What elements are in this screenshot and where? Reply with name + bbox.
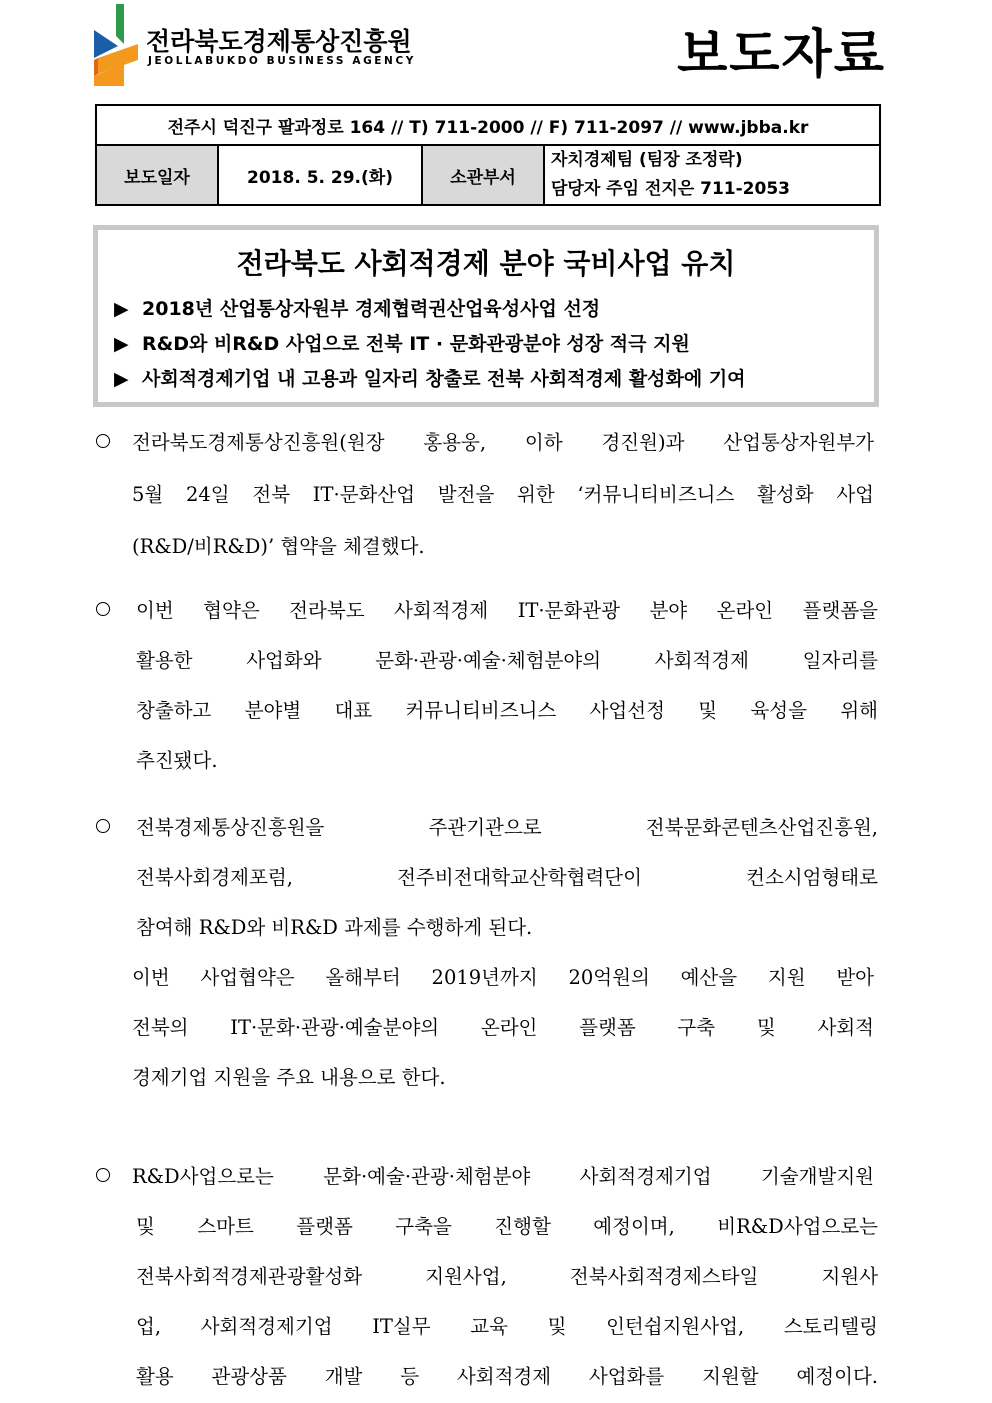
paragraph-line: 및 스마트 플랫폼 구축을 진행할 예정이며, 비R&D사업으로는 <box>136 1215 878 1238</box>
paragraph-line: 전북의 IT·문화·관광·예술분야의 온라인 플랫폼 구축 및 사회적 <box>132 1016 874 1039</box>
address-contact-line: 전주시 덕진구 팔과정로 164 // T) 711-2000 // F) 711-2097 // www.jbba.kr <box>96 105 880 145</box>
department-team: 자치경제팀 (팀장 조정락) <box>551 150 743 170</box>
release-date-value: 2018. 5. 29.(화) <box>218 145 422 205</box>
document-type-title: 보도자료 <box>677 25 886 85</box>
paragraph-line: 추진됐다. <box>136 749 218 772</box>
headline-title: 전라북도 사회적경제 분야 국비사업 유치 <box>236 247 736 280</box>
sub-headline-2: ▶ R&D와 비R&D 사업으로 전북 IT · 문화관광분야 성장 적극 지원 <box>114 333 690 355</box>
department-value <box>544 145 880 205</box>
paragraph-line: 활용한 사업화와 문화·관광·예술·체험분야의 사회적경제 일자리를 <box>136 649 878 672</box>
triangle-bullet-icon: ▶ <box>114 333 129 355</box>
circle-bullet-icon <box>96 434 110 448</box>
paragraph-line: 참여해 R&D와 비R&D 과제를 수행하게 된다. <box>136 916 533 939</box>
circle-bullet-icon <box>96 819 110 833</box>
paragraph-line: 전북사회적경제관광활성화 지원사업, 전북사회적경제스타일 지원사 <box>136 1265 878 1288</box>
department-label: 소관부서 <box>422 145 544 205</box>
paragraph-line: 창출하고 분야별 대표 커뮤니티비즈니스 사업선정 및 육성을 위해 <box>136 699 878 722</box>
sub-headline-1: ▶ 2018년 산업통상자원부 경제협력권산업육성사업 선정 <box>114 298 601 320</box>
paragraph-line: (R&D/비R&D)’ 협약을 체결했다. <box>132 535 425 558</box>
paragraph-line: 이번 협약은 전라북도 사회적경제 IT·문화관광 분야 온라인 플랫폼을 <box>136 599 878 622</box>
paragraph-line: 5월 24일 전북 IT·문화산업 발전을 위한 ‘커뮤니티비즈니스 활성화 사업 <box>132 483 874 506</box>
agency-emblem-icon <box>94 0 140 92</box>
circle-bullet-icon <box>96 1168 110 1182</box>
paragraph-line: R&D사업으로는 문화·예술·관광·체험분야 사회적경제기업 기술개발지원 <box>132 1165 874 1188</box>
org-logo <box>94 0 414 92</box>
circle-bullet-icon <box>96 602 110 616</box>
department-contact: 담당자 주임 전지은 711-2053 <box>551 179 790 199</box>
headline-box <box>93 225 879 407</box>
paragraph-line: 경제기업 지원을 주요 내용으로 한다. <box>132 1066 446 1089</box>
triangle-bullet-icon: ▶ <box>114 368 129 390</box>
paragraph-line: 전라북도경제통상진흥원(원장 홍용웅, 이하 경진원)과 산업통상자원부가 <box>132 431 874 454</box>
triangle-bullet-icon: ▶ <box>114 298 129 320</box>
paragraph-line: 이번 사업협약은 올해부터 2019년까지 20억원의 예산을 지원 받아 <box>132 966 874 989</box>
paragraph-line: 전북사회경제포럼, 전주비전대학교산학협력단이 컨소시엄형태로 <box>136 866 878 889</box>
org-name-english: JEOLLABUKDO BUSINESS AGENCY <box>148 55 416 67</box>
release-date-label: 보도일자 <box>96 145 218 205</box>
paragraph-line: 업, 사회적경제기업 IT실무 교육 및 인턴쉽지원사업, 스토리텔링 <box>136 1315 878 1338</box>
press-info-table <box>95 104 881 206</box>
paragraph-line: 전북경제통상진흥원을 주관기관으로 전북문화콘텐츠산업진흥원, <box>136 816 878 839</box>
sub-headline-3: ▶ 사회적경제기업 내 고용과 일자리 창출로 전북 사회적경제 활성화에 기여 <box>114 368 746 390</box>
paragraph-line: 활용 관광상품 개발 등 사회적경제 사업화를 지원할 예정이다. <box>136 1365 878 1388</box>
org-name-korean: 전라북도경제통상진흥원 <box>146 27 412 56</box>
